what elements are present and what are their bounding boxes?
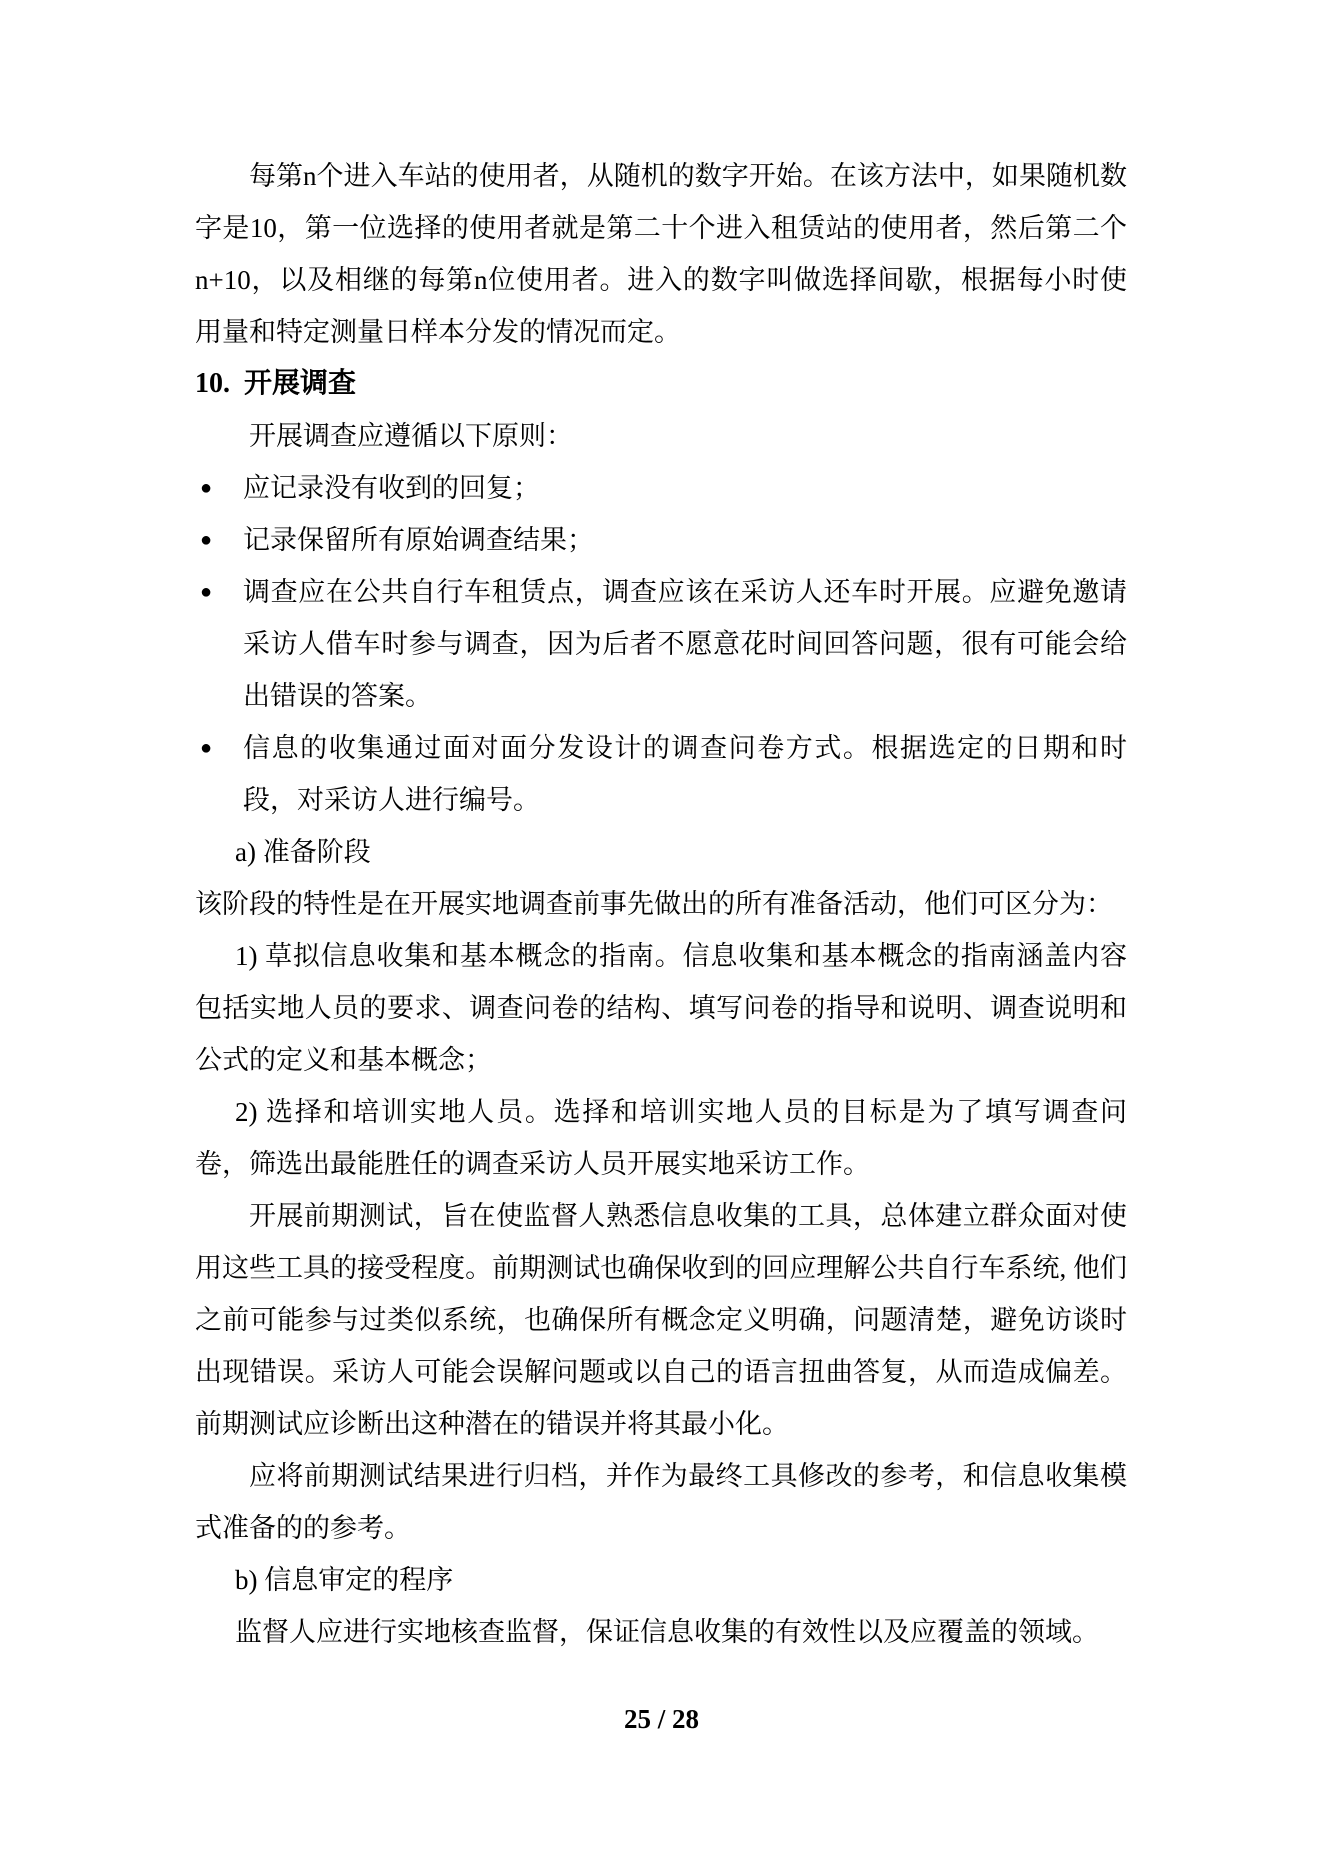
- list-item: [195, 722, 1127, 826]
- archive-paragraph: 应将前期测试结果进行归档，并作为最终工具修改的参考，和信息收集模式准备的的参考。: [195, 1461, 1127, 1543]
- principles-list: [195, 462, 1127, 826]
- bullet-icon: ●: [200, 581, 213, 603]
- page-body: [195, 150, 1127, 1658]
- bullet-icon: ●: [200, 529, 213, 551]
- intro-paragraph: 每第n个进入车站的使用者，从随机的数字开始。在该方法中，如果随机数字是10，第一位选择的使用者就是第二十个进入租赁站的使用者，然后第二个n+10，以及相继的每第n位使用者。进入的数字叫做选择间歇，根据每小时使用量和特定测量日样本分发的情况而定。: [195, 161, 1127, 347]
- bullet-icon: ●: [200, 477, 213, 499]
- page-number: 25 / 28: [623, 1704, 699, 1734]
- stage-a-label: a) 准备阶段: [235, 837, 371, 867]
- section-heading: [195, 358, 1127, 410]
- section-number: 10.: [195, 368, 230, 399]
- principles-intro: 开展调查应遵循以下原则：: [249, 421, 573, 451]
- section-title: 开展调查: [244, 368, 357, 399]
- list-item-text: 应记录没有收到的回复；: [243, 473, 540, 503]
- stage-b-label: b) 信息审定的程序: [235, 1565, 454, 1595]
- list-item: [195, 514, 1127, 566]
- numbered-item-2: 2) 选择和培训实地人员。选择和培训实地人员的目标是为了填写调查问卷，筛选出最能胜任的调查采访人员开展实地采访工作。: [195, 1097, 1127, 1179]
- bullet-icon: ●: [200, 737, 213, 759]
- numbered-item-1: 1) 草拟信息收集和基本概念的指南。信息收集和基本概念的指南涵盖内容包括实地人员的要求、调查问卷的结构、填写问卷的指导和说明、调查说明和公式的定义和基本概念；: [195, 941, 1127, 1075]
- pretest-paragraph: 开展前期测试，旨在使监督人熟悉信息收集的工具，总体建立群众面对使用这些工具的接受程度。前期测试也确保收到的回应理解公共自行车系统, 他们之前可能参与过类似系统，也确保所有概念定义明确，问题清楚，避免访谈时出现错误。采访人可能会误解问题或以自己的语言扭曲答复，从而造成偏差。前期测试应诊断出这种潜在的错误并将其最小化。: [195, 1201, 1127, 1439]
- list-item-text: 调查应在公共自行车租赁点，调查应该在采访人还车时开展。应避免邀请采访人借车时参与调查，因为后者不愿意花时间回答问题，很有可能会给出错误的答案。: [243, 577, 1127, 711]
- list-item-text: 记录保留所有原始调查结果；: [243, 525, 594, 555]
- list-item: [195, 566, 1127, 722]
- list-item: [195, 462, 1127, 514]
- stage-a-description: 该阶段的特性是在开展实地调查前事先做出的所有准备活动，他们可区分为：: [195, 889, 1113, 919]
- list-item-text: 信息的收集通过面对面分发设计的调查问卷方式。根据选定的日期和时段，对采访人进行编号。: [243, 733, 1127, 815]
- page-footer: [0, 1702, 1323, 1736]
- stage-b-description: 监督人应进行实地核查监督，保证信息收集的有效性以及应覆盖的领域。: [235, 1617, 1099, 1647]
